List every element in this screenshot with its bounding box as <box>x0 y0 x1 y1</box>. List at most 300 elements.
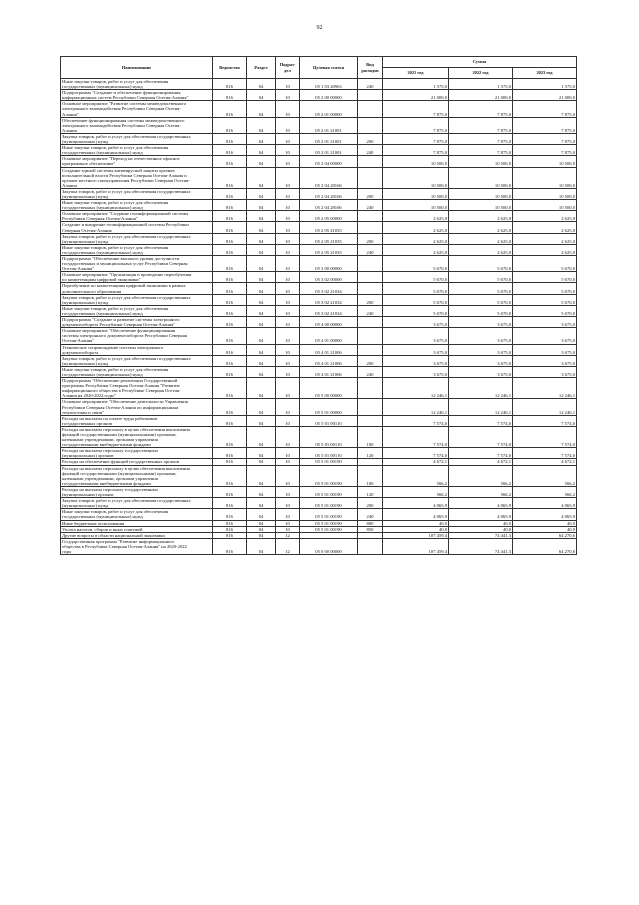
subsection-cell: 10 <box>276 399 300 415</box>
name-cell: Основное мероприятие "Переход на отечественное офисное программное обеспечение" <box>61 156 213 167</box>
expense-type-cell: 240 <box>358 305 383 316</box>
target-item-cell: 05 2 05 21035 <box>300 233 358 244</box>
subsection-cell: 10 <box>276 79 300 90</box>
sum-2023-cell: 3 675,0 <box>513 355 577 366</box>
section-cell: 04 <box>247 344 276 355</box>
section-cell: 04 <box>247 520 276 526</box>
sum-2021-cell: 3 675,0 <box>383 328 449 344</box>
expense-type-cell <box>358 256 383 272</box>
header-target-item: Целевая статья <box>300 57 358 79</box>
section-cell: 04 <box>247 448 276 459</box>
subsection-cell: 10 <box>276 283 300 294</box>
expense-type-cell: 200 <box>358 498 383 509</box>
ministry-cell: 816 <box>213 366 247 377</box>
sum-2022-cell: 5 670,0 <box>449 272 513 283</box>
table-row <box>61 294 577 305</box>
subsection-cell: 10 <box>276 90 300 101</box>
sum-2023-cell: 10 500,0 <box>513 200 577 211</box>
sum-2021-cell: 5 670,0 <box>383 272 449 283</box>
sum-2022-cell: 4 672,1 <box>449 459 513 465</box>
ministry-cell: 816 <box>213 465 247 486</box>
sum-2021-cell: 5 670,0 <box>383 283 449 294</box>
section-cell: 04 <box>247 222 276 233</box>
section-cell: 04 <box>247 328 276 344</box>
sum-2021-cell: 3 675,0 <box>383 317 449 328</box>
ministry-cell: 816 <box>213 520 247 526</box>
subsection-cell: 10 <box>276 305 300 316</box>
expense-type-cell: 240 <box>358 145 383 156</box>
sum-2022-cell: 7 574,0 <box>449 426 513 447</box>
sum-2023-cell: 7 875,0 <box>513 101 577 117</box>
ministry-cell: 816 <box>213 355 247 366</box>
sum-2022-cell: 5 670,0 <box>449 283 513 294</box>
subsection-cell: 10 <box>276 486 300 497</box>
name-cell: Подпрограмма "Создание и развитие системы электронного документооборота Республики Северная Осетия-Алания" <box>61 317 213 328</box>
sum-2022-cell: 40,0 <box>449 520 513 526</box>
sum-2021-cell: 7 875,0 <box>383 117 449 133</box>
expense-type-cell <box>358 117 383 133</box>
subsection-cell: 10 <box>276 167 300 188</box>
subsection-cell: 10 <box>276 211 300 222</box>
subsection-cell: 10 <box>276 133 300 144</box>
sum-2021-cell: 2 625,0 <box>383 222 449 233</box>
subsection-cell: 10 <box>276 344 300 355</box>
section-cell: 04 <box>247 498 276 509</box>
target-item-cell: 05 5 01 00000 <box>300 399 358 415</box>
ministry-cell: 816 <box>213 167 247 188</box>
expense-type-cell: 240 <box>358 200 383 211</box>
sum-2022-cell: 7 875,0 <box>449 145 513 156</box>
table-row <box>61 399 577 415</box>
section-cell: 04 <box>247 244 276 255</box>
header-ministry: Ведомство <box>213 57 247 79</box>
sum-2021-cell: 7 875,0 <box>383 133 449 144</box>
section-cell: 04 <box>247 532 276 538</box>
table-row <box>61 272 577 283</box>
sum-2023-cell: 7 574,0 <box>513 448 577 459</box>
expense-type-cell: 120 <box>358 486 383 497</box>
sum-2022-cell: 10 500,0 <box>449 156 513 167</box>
ministry-cell: 816 <box>213 378 247 399</box>
name-cell: Иные бюджетные ассигнования <box>61 520 213 526</box>
section-cell: 04 <box>247 256 276 272</box>
table-row <box>61 133 577 144</box>
sum-2023-cell: 5 670,0 <box>513 283 577 294</box>
table-row <box>61 448 577 459</box>
table-row <box>61 378 577 399</box>
target-item-cell: 05 4 01 00000 <box>300 328 358 344</box>
expense-type-cell: 850 <box>358 526 383 532</box>
ministry-cell: 816 <box>213 244 247 255</box>
sum-2023-cell: 4 065,9 <box>513 509 577 520</box>
subsection-cell: 10 <box>276 448 300 459</box>
ministry-cell: 816 <box>213 526 247 532</box>
expense-type-cell: 200 <box>358 188 383 199</box>
expense-type-cell <box>358 328 383 344</box>
name-cell: Расходы на обеспечение функций государственных органов <box>61 459 213 465</box>
budget-table <box>60 56 577 555</box>
expense-type-cell <box>358 344 383 355</box>
sum-2021-cell: 40,0 <box>383 526 449 532</box>
subsection-cell: 10 <box>276 272 300 283</box>
table-row <box>61 509 577 520</box>
name-cell: Уплата налогов, сборов и иных платежей <box>61 526 213 532</box>
name-cell: Переобучение по компетенциям цифровой экономики в рамках дополнительного образования <box>61 283 213 294</box>
target-item-cell: 05 2 00 00000 <box>300 90 358 101</box>
ministry-cell: 816 <box>213 317 247 328</box>
table-row <box>61 465 577 486</box>
name-cell: Обеспечение функционирования системы межведомственного электронного взаимодействия Республики Северная Осетия- Алания <box>61 117 213 133</box>
subsection-cell: 10 <box>276 156 300 167</box>
section-cell: 04 <box>247 283 276 294</box>
sum-2023-cell: 7 875,0 <box>513 145 577 156</box>
ministry-cell: 816 <box>213 211 247 222</box>
target-item-cell: 05 5 01 00190 <box>300 526 358 532</box>
table-row <box>61 305 577 316</box>
sum-2023-cell: 2 625,0 <box>513 233 577 244</box>
table-body <box>61 79 577 555</box>
subsection-cell: 10 <box>276 378 300 399</box>
header-subsection: Подраз-дел <box>276 57 300 79</box>
target-item-cell: 05 4 01 21006 <box>300 344 358 355</box>
sum-2021-cell: 2 625,0 <box>383 233 449 244</box>
table-row <box>61 222 577 233</box>
sum-2022-cell: 4 065,9 <box>449 498 513 509</box>
table-row <box>61 328 577 344</box>
subsection-cell: 10 <box>276 459 300 465</box>
section-cell: 04 <box>247 415 276 426</box>
sum-2021-cell: 5 670,0 <box>383 256 449 272</box>
table-row <box>61 200 577 211</box>
name-cell: Техническое сопровождение системы электронного документооборота <box>61 344 213 355</box>
expense-type-cell <box>358 222 383 233</box>
target-item-cell: 05 3 02 00000 <box>300 272 358 283</box>
section-cell: 04 <box>247 79 276 90</box>
sum-2021-cell: 4 065,9 <box>383 509 449 520</box>
expense-type-cell <box>358 156 383 167</box>
target-item-cell: 05 5 01 00110 <box>300 426 358 447</box>
header-sum: Сумма <box>383 57 577 68</box>
expense-type-cell <box>358 317 383 328</box>
expense-type-cell: 240 <box>358 509 383 520</box>
sum-2021-cell: 3 675,0 <box>383 366 449 377</box>
subsection-cell: 10 <box>276 526 300 532</box>
target-item-cell: 05 5 01 00190 <box>300 498 358 509</box>
name-cell: Иные закупки товаров, работ и услуг для обеспечения государственных (муниципальных) нужд <box>61 79 213 90</box>
name-cell: Иные закупки товаров, работ и услуг для обеспечения государственных (муниципальных) нужд <box>61 200 213 211</box>
target-item-cell: 05 5 01 00190 <box>300 486 358 497</box>
target-item-cell: 05 2 05 21035 <box>300 244 358 255</box>
sum-2022-cell: 7 875,0 <box>449 101 513 117</box>
section-cell: 04 <box>247 272 276 283</box>
target-item-cell: 05 5 01 00190 <box>300 465 358 486</box>
subsection-cell: 10 <box>276 256 300 272</box>
section-cell: 04 <box>247 117 276 133</box>
sum-2023-cell: 3 675,0 <box>513 328 577 344</box>
target-item-cell: 05 4 00 00000 <box>300 317 358 328</box>
section-cell: 04 <box>247 509 276 520</box>
expense-type-cell <box>358 399 383 415</box>
target-item-cell: 05 2 05 00000 <box>300 211 358 222</box>
sum-2022-cell: 7 875,0 <box>449 117 513 133</box>
target-item-cell: 05 5 01 00110 <box>300 448 358 459</box>
subsection-cell: 10 <box>276 509 300 520</box>
ministry-cell: 816 <box>213 426 247 447</box>
name-cell: Закупка товаров, работ и услуг для обеспечения государственных (муниципальных) нужд <box>61 355 213 366</box>
sum-2023-cell: 7 875,0 <box>513 117 577 133</box>
table-row <box>61 317 577 328</box>
table-row <box>61 211 577 222</box>
sum-2022-cell: 74 441,3 <box>449 538 513 554</box>
expense-type-cell: 800 <box>358 520 383 526</box>
target-item-cell: 05 3 02 21034 <box>300 283 358 294</box>
target-item-cell: 05 1 03 20963 <box>300 79 358 90</box>
table-row <box>61 90 577 101</box>
sum-2021-cell: 7 574,0 <box>383 426 449 447</box>
name-cell: Создание единой системы антивирусной защиты органов исполнительной власти Республики Северная Осетия-Алания и органов местного самоуправления Республики Северная Осетия- Алания <box>61 167 213 188</box>
sum-2023-cell: 40,0 <box>513 526 577 532</box>
sum-2022-cell: 4 065,9 <box>449 509 513 520</box>
target-item-cell: 05 2 04 28166 <box>300 188 358 199</box>
subsection-cell: 12 <box>276 538 300 554</box>
table-row <box>61 459 577 465</box>
name-cell: Закупка товаров, работ и услуг для обеспечения государственных (муниципальных) нужд <box>61 133 213 144</box>
table-row <box>61 498 577 509</box>
ministry-cell: 816 <box>213 294 247 305</box>
target-item-cell: 05 2 04 28166 <box>300 167 358 188</box>
sum-2023-cell: 2 625,0 <box>513 244 577 255</box>
sum-2022-cell: 3 675,0 <box>449 355 513 366</box>
ministry-cell: 816 <box>213 272 247 283</box>
subsection-cell: 10 <box>276 520 300 526</box>
header-2021: 2021 год <box>383 68 449 79</box>
ministry-cell: 816 <box>213 90 247 101</box>
target-item-cell: 05 2 04 00000 <box>300 156 358 167</box>
ministry-cell: 816 <box>213 305 247 316</box>
ministry-cell: 816 <box>213 256 247 272</box>
subsection-cell: 10 <box>276 222 300 233</box>
name-cell: Основное мероприятие "Организация и проведение переобучения по компетенциям цифровой экономики" <box>61 272 213 283</box>
header-2023: 2023 год <box>513 68 577 79</box>
expense-type-cell <box>358 211 383 222</box>
table-row <box>61 344 577 355</box>
target-item-cell: 05 5 01 00190 <box>300 520 358 526</box>
sum-2022-cell: 2 625,0 <box>449 222 513 233</box>
sum-2021-cell: 7 574,0 <box>383 448 449 459</box>
expense-type-cell <box>358 538 383 554</box>
expense-type-cell: 240 <box>358 79 383 90</box>
sum-2023-cell: 2 625,0 <box>513 222 577 233</box>
ministry-cell: 816 <box>213 532 247 538</box>
table-row <box>61 233 577 244</box>
target-item-cell: 05 5 01 00190 <box>300 459 358 465</box>
name-cell: Расходы на выплаты персоналу в целях обеспечения выполнения функций государственными (муниципальными) органами, казенными учреждениями, органами управления государственными внебюджетными фондами <box>61 426 213 447</box>
expense-type-cell: 200 <box>358 133 383 144</box>
target-item-cell: 05 3 02 21034 <box>300 305 358 316</box>
table-row <box>61 79 577 90</box>
subsection-cell: 12 <box>276 532 300 538</box>
target-item-cell: 05 5 01 00110 <box>300 415 358 426</box>
sum-2023-cell: 7 574,0 <box>513 426 577 447</box>
sum-2021-cell: 12 246,1 <box>383 378 449 399</box>
name-cell: Государственная программа "Развитие информационного общества в Республике Северная Осетия-Алания" на 2020-2022 годы <box>61 538 213 554</box>
ministry-cell: 816 <box>213 415 247 426</box>
expense-type-cell <box>358 283 383 294</box>
sum-2021-cell: 5 670,0 <box>383 305 449 316</box>
sum-2021-cell: 7 875,0 <box>383 145 449 156</box>
sum-2023-cell: 21 000,0 <box>513 90 577 101</box>
sum-2021-cell: 40,0 <box>383 520 449 526</box>
subsection-cell: 10 <box>276 328 300 344</box>
sum-2021-cell: 10 500,0 <box>383 188 449 199</box>
section-cell: 04 <box>247 526 276 532</box>
subsection-cell: 10 <box>276 294 300 305</box>
sum-2022-cell: 40,0 <box>449 526 513 532</box>
section-cell: 04 <box>247 486 276 497</box>
sum-2021-cell: 7 574,0 <box>383 415 449 426</box>
ministry-cell: 816 <box>213 538 247 554</box>
name-cell: Расходы на выплаты по оплате труда работников государственных органов <box>61 415 213 426</box>
expense-type-cell: 200 <box>358 233 383 244</box>
name-cell: Иные закупки товаров, работ и услуг для обеспечения государственных (муниципальных) нужд <box>61 145 213 156</box>
sum-2023-cell: 2 625,0 <box>513 211 577 222</box>
expense-type-cell <box>358 272 383 283</box>
ministry-cell: 816 <box>213 459 247 465</box>
sum-2023-cell: 12 246,1 <box>513 399 577 415</box>
subsection-cell: 10 <box>276 117 300 133</box>
section-cell: 04 <box>247 188 276 199</box>
name-cell: Расходы на выплаты персоналу государственных (муниципальных) органов <box>61 486 213 497</box>
sum-2022-cell: 566,2 <box>449 486 513 497</box>
sum-2022-cell: 10 500,0 <box>449 167 513 188</box>
sum-2021-cell: 2 625,0 <box>383 244 449 255</box>
sum-2023-cell: 10 500,0 <box>513 188 577 199</box>
ministry-cell: 816 <box>213 200 247 211</box>
section-cell: 04 <box>247 426 276 447</box>
sum-2022-cell: 3 675,0 <box>449 344 513 355</box>
name-cell: Другие вопросы в области национальной экономики <box>61 532 213 538</box>
sum-2022-cell: 10 500,0 <box>449 200 513 211</box>
sum-2022-cell: 12 246,1 <box>449 378 513 399</box>
target-item-cell: 05 4 01 21006 <box>300 355 358 366</box>
table-row <box>61 167 577 188</box>
sum-2022-cell: 1 575,0 <box>449 79 513 90</box>
sum-2023-cell: 64 270,6 <box>513 532 577 538</box>
name-cell: Закупка товаров, работ и услуг для обеспечения государственных (муниципальных) нужд <box>61 294 213 305</box>
sum-2023-cell: 1 575,0 <box>513 79 577 90</box>
ministry-cell: 816 <box>213 328 247 344</box>
section-cell: 04 <box>247 378 276 399</box>
target-item-cell: 05 2 01 21001 <box>300 133 358 144</box>
sum-2022-cell: 2 625,0 <box>449 233 513 244</box>
target-item-cell: 05 5 00 00000 <box>300 378 358 399</box>
sum-2022-cell: 2 625,0 <box>449 244 513 255</box>
name-cell: Создание и внедрение геоинформационной системы Республики Северная Осетия-Алания <box>61 222 213 233</box>
sum-2022-cell: 3 675,0 <box>449 366 513 377</box>
sum-2022-cell: 7 574,0 <box>449 415 513 426</box>
header-2022: 2022 год <box>449 68 513 79</box>
table-row <box>61 244 577 255</box>
sum-2023-cell: 7 875,0 <box>513 133 577 144</box>
ministry-cell: 816 <box>213 145 247 156</box>
table-row <box>61 366 577 377</box>
subsection-cell: 10 <box>276 101 300 117</box>
sum-2023-cell: 566,2 <box>513 465 577 486</box>
name-cell: Иные закупки товаров, работ и услуг для обеспечения государственных (муниципальных) нужд <box>61 509 213 520</box>
name-cell: Основное мероприятие "Развитие системы межведомственного электронного взаимодействия Республики Северная Осетия- Алания" <box>61 101 213 117</box>
subsection-cell: 10 <box>276 200 300 211</box>
section-cell: 04 <box>247 156 276 167</box>
sum-2022-cell: 2 625,0 <box>449 211 513 222</box>
name-cell: Закупка товаров, работ и услуг для обеспечения государственных (муниципальных) нужд <box>61 498 213 509</box>
ministry-cell: 816 <box>213 233 247 244</box>
ministry-cell: 816 <box>213 156 247 167</box>
table-row <box>61 283 577 294</box>
expense-type-cell: 200 <box>358 294 383 305</box>
name-cell: Иные закупки товаров, работ и услуг для обеспечения государственных (муниципальных) нужд <box>61 244 213 255</box>
subsection-cell: 10 <box>276 498 300 509</box>
sum-2022-cell: 566,2 <box>449 465 513 486</box>
sum-2021-cell: 10 500,0 <box>383 167 449 188</box>
sum-2023-cell: 4 065,9 <box>513 498 577 509</box>
ministry-cell: 816 <box>213 222 247 233</box>
header-expense-type: Вид расходов <box>358 57 383 79</box>
name-cell: Основное мероприятие "Создание геоинформационной системы Республики Северная Осетия-Алания" <box>61 211 213 222</box>
target-item-cell: 05 2 01 00000 <box>300 101 358 117</box>
name-cell: Подпрограмма "Обеспечение высокого уровня доступности государственных и муниципальных услуг Республики Северная Осетия-Алания" <box>61 256 213 272</box>
name-cell: Расходы на выплаты персоналу в целях обеспечения выполнения функций государственными (муниципальными) органами, казенными учреждениями, органами управления государственными внебюджетными фондами <box>61 465 213 486</box>
header-section: Раздел <box>247 57 276 79</box>
table-row <box>61 145 577 156</box>
sum-2022-cell: 3 675,0 <box>449 317 513 328</box>
section-cell: 04 <box>247 167 276 188</box>
expense-type-cell: 200 <box>358 355 383 366</box>
sum-2022-cell: 5 670,0 <box>449 305 513 316</box>
target-item-cell: 05 5 01 00190 <box>300 509 358 520</box>
ministry-cell: 816 <box>213 448 247 459</box>
sum-2021-cell: 3 675,0 <box>383 344 449 355</box>
sum-2022-cell: 10 500,0 <box>449 188 513 199</box>
sum-2021-cell: 10 500,0 <box>383 156 449 167</box>
expense-type-cell <box>358 90 383 101</box>
sum-2022-cell: 7 574,0 <box>449 448 513 459</box>
sum-2022-cell: 5 670,0 <box>449 256 513 272</box>
sum-2021-cell: 4 065,9 <box>383 498 449 509</box>
expense-type-cell <box>358 101 383 117</box>
target-item-cell: 05 2 01 21001 <box>300 117 358 133</box>
table-row <box>61 355 577 366</box>
table-row <box>61 256 577 272</box>
name-cell: Закупка товаров, работ и услуг для обеспечения государственных (муниципальных) нужд <box>61 233 213 244</box>
section-cell: 04 <box>247 366 276 377</box>
sum-2023-cell: 7 574,0 <box>513 415 577 426</box>
table-row <box>61 426 577 447</box>
subsection-cell: 10 <box>276 317 300 328</box>
sum-2022-cell: 7 875,0 <box>449 133 513 144</box>
sum-2021-cell: 107 459,4 <box>383 538 449 554</box>
sum-2023-cell: 5 670,0 <box>513 294 577 305</box>
target-item-cell: 05 4 01 21006 <box>300 366 358 377</box>
section-cell: 04 <box>247 399 276 415</box>
sum-2023-cell: 10 500,0 <box>513 167 577 188</box>
table-row <box>61 101 577 117</box>
subsection-cell: 10 <box>276 415 300 426</box>
name-cell: Основное мероприятие "Обеспечение деятельности Управления Республики Северная Осетия-Алания по информационным технологиям и связи" <box>61 399 213 415</box>
sum-2023-cell: 40,0 <box>513 520 577 526</box>
sum-2021-cell: 12 246,1 <box>383 399 449 415</box>
sum-2021-cell: 21 000,0 <box>383 90 449 101</box>
ministry-cell: 816 <box>213 101 247 117</box>
